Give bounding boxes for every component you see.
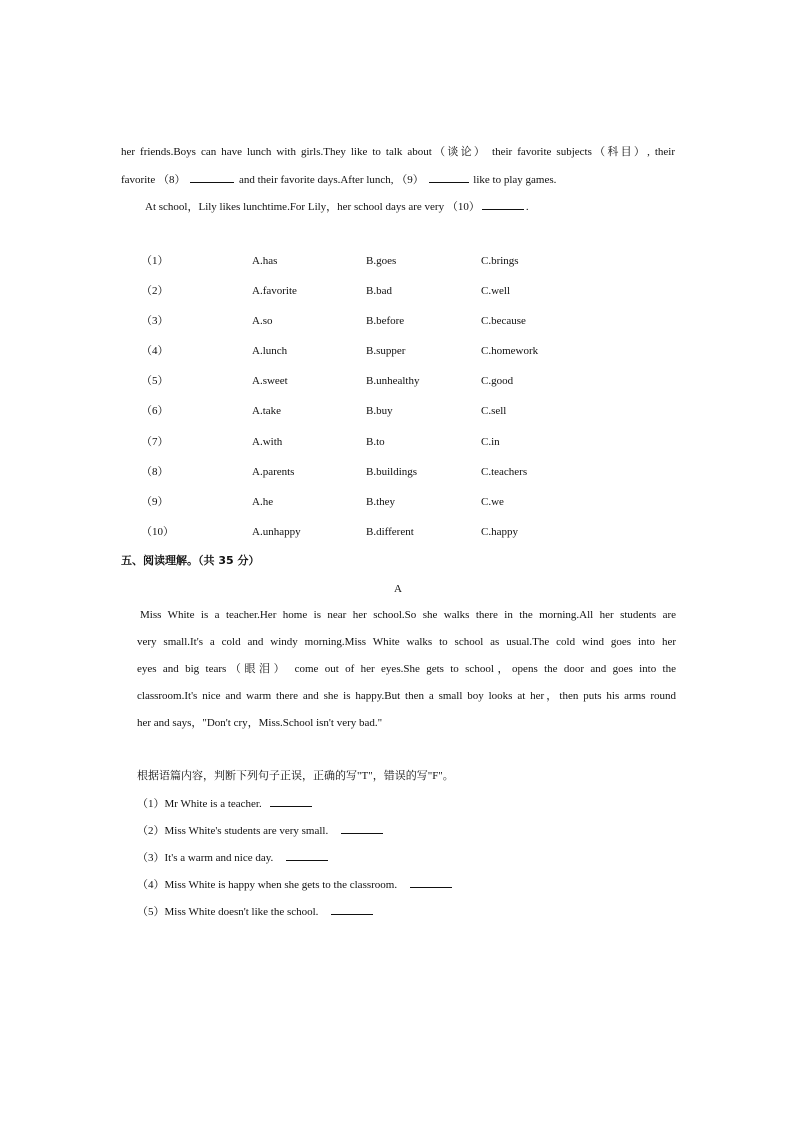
option-a[interactable]: A.has (252, 255, 278, 267)
option-a[interactable]: A.unhappy (252, 526, 301, 538)
tf-answer-blank-2[interactable] (341, 823, 383, 834)
option-a[interactable]: A.lunch (252, 345, 288, 357)
option-c[interactable]: C.teachers (481, 466, 528, 478)
cloze-line-3-part-b: . (525, 201, 529, 213)
option-c[interactable]: C.homework (481, 345, 539, 357)
option-c[interactable]: C.we (481, 496, 504, 508)
option-b[interactable]: B.buildings (366, 466, 418, 478)
cloze-line-3 (145, 199, 529, 214)
tf-answer-blank-3[interactable] (286, 850, 328, 861)
option-b[interactable]: B.bad (366, 285, 392, 297)
option-b[interactable]: B.supper (366, 345, 406, 357)
tf-statement-text: （4）Miss White is happy when she gets to the classroom. (137, 879, 398, 891)
option-number: （6） (141, 405, 169, 417)
option-c[interactable]: C.sell (481, 405, 507, 417)
option-c[interactable]: C.brings (481, 255, 519, 267)
option-b[interactable]: B.before (366, 315, 405, 327)
tf-answer-blank-5[interactable] (331, 904, 373, 915)
tf-statement (137, 796, 314, 811)
option-b[interactable]: B.they (366, 496, 396, 508)
tf-instruction: 根据语篇内容，判断下列句子正误，正确的写"T"，错误的写"F"。 (137, 770, 454, 782)
option-number: （5） (141, 375, 169, 387)
cloze-line-2-part-b: and their favorite days.After lunch, （9） (238, 174, 424, 186)
option-a[interactable]: A.sweet (252, 375, 288, 387)
option-c[interactable]: C.in (481, 436, 500, 448)
option-a[interactable]: A.so (252, 315, 273, 327)
option-c[interactable]: C.good (481, 375, 514, 387)
option-b[interactable]: B.unhealthy (366, 375, 420, 387)
passage-line: classroom.It's nice and warm there and she is happy.But then a small boy looks at her，then puts his arms round (137, 690, 676, 702)
option-number: （8） (141, 466, 169, 478)
option-b[interactable]: B.different (366, 526, 414, 538)
option-number: （10） (141, 526, 174, 538)
option-a[interactable]: A.he (252, 496, 274, 508)
tf-statement (137, 850, 330, 865)
option-c[interactable]: C.well (481, 285, 511, 297)
option-b[interactable]: B.to (366, 436, 385, 448)
answer-blank-8[interactable] (190, 172, 234, 183)
option-a[interactable]: A.favorite (252, 285, 297, 297)
tf-statement (137, 823, 385, 838)
passage-line: her and says，"Don't cry，Miss.School isn't very bad." (137, 717, 383, 729)
option-a[interactable]: A.take (252, 405, 282, 417)
tf-statement-text: （5）Miss White doesn't like the school. (137, 906, 319, 918)
passage-label: A (394, 583, 402, 595)
answer-blank-9[interactable] (429, 172, 469, 183)
passage-line: eyes and big tears（眼泪） come out of her eyes.She gets to school，opens the door and goes into the (137, 663, 676, 675)
cloze-line-3-part-a: At school，Lily likes lunchtime.For Lily，her school days are very （10） (145, 201, 480, 213)
option-number: （4） (141, 345, 169, 357)
tf-statement-text: （3）It's a warm and nice day. (137, 852, 274, 864)
option-number: （9） (141, 496, 169, 508)
tf-statement-text: （2）Miss White's students are very small. (137, 825, 329, 837)
option-a[interactable]: A.with (252, 436, 283, 448)
option-c[interactable]: C.happy (481, 526, 518, 538)
option-b[interactable]: B.buy (366, 405, 393, 417)
passage-line: very small.It's a cold and windy morning.Miss White walks to school as usual.The cold wind goes into her (137, 636, 676, 648)
passage-line: Miss White is a teacher.Her home is near her school.So she walks there in the morning.All her students are (140, 609, 676, 621)
tf-statement (137, 877, 454, 892)
option-a[interactable]: A.parents (252, 466, 295, 478)
tf-statement-text: （1）Mr White is a teacher. (137, 798, 262, 810)
option-number: （1） (141, 255, 169, 267)
tf-answer-blank-1[interactable] (270, 796, 312, 807)
cloze-line-2-part-a: favorite （8） (121, 174, 186, 186)
option-b[interactable]: B.goes (366, 255, 397, 267)
option-c[interactable]: C.because (481, 315, 526, 327)
section-heading: 五、阅读理解。（共 35 分） (121, 554, 260, 567)
tf-answer-blank-4[interactable] (410, 877, 452, 888)
option-number: （2） (141, 285, 169, 297)
cloze-line-2-part-c: like to play games. (473, 174, 557, 186)
answer-blank-10[interactable] (482, 199, 524, 210)
cloze-line-1: her friends.Boys can have lunch with girls.They like to talk about（谈论） their favorite subjects（科目）, their (121, 146, 675, 158)
cloze-line-2 (121, 172, 556, 187)
option-number: （7） (141, 436, 169, 448)
tf-statement (137, 904, 375, 919)
option-number: （3） (141, 315, 169, 327)
